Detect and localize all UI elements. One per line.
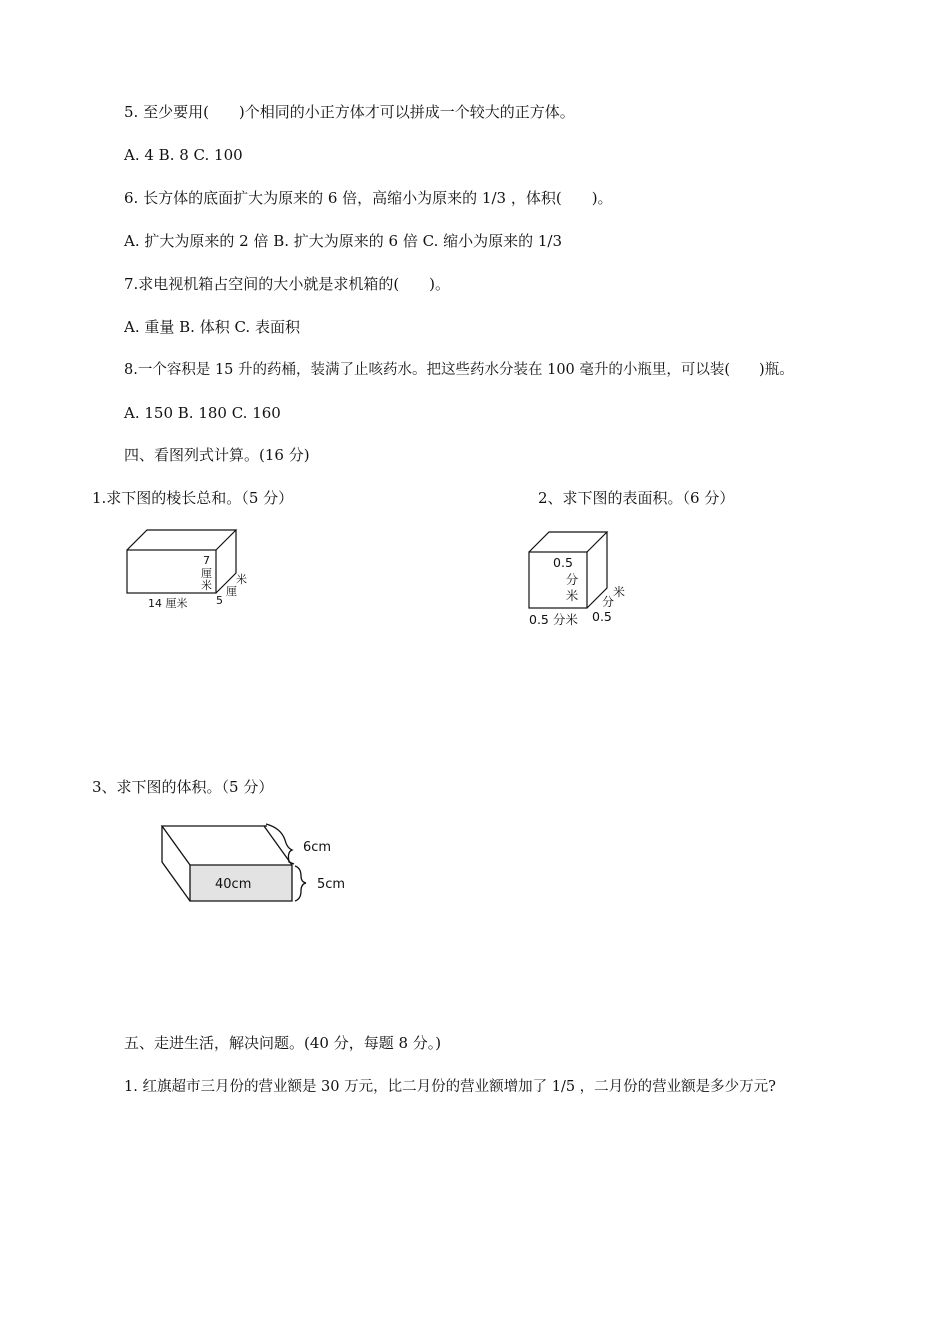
front-label: 40cm [215,877,252,892]
problem2-title: 2、求下图的表面积。（6 分） [538,489,735,507]
cuboid-figure-1 [120,525,260,620]
bottom-label: 0.5 分米 [529,612,578,627]
left-face [162,826,190,901]
top-face [162,826,292,865]
length-label: 14 厘米 [148,597,188,610]
top-label: 6cm [303,840,332,855]
cube-figure-2 [525,530,635,635]
q5-stem: 5. 至少要用( )个相同的小正方体才可以拼成一个较大的正方体。 [124,103,575,121]
width-unit-2: 米 [236,573,247,586]
height-unit-1: 厘 [201,567,212,580]
height-unit-2: 米 [565,588,579,603]
height-unit-2: 米 [201,579,212,592]
top-face [529,532,607,552]
q7-stem: 7.求电视机箱占空间的大小就是求机箱的( )。 [124,275,451,293]
q5-options: A. 4 B. 8 C. 100 [124,146,243,164]
side-label: 5cm [317,877,346,892]
section4-title: 四、看图列式计算。(16 分) [124,446,310,464]
brace-top [266,824,294,864]
height-number: 7 [203,554,210,567]
height-number: 0.5 [553,555,573,570]
q6-stem: 6. 长方体的底面扩大为原来的 6 倍，高缩小为原来的 1/3 ，体积( )。 [124,189,613,207]
problem1-title: 1.求下图的棱长总和。（5 分） [92,489,294,507]
q6-options: A. 扩大为原来的 2 倍 B. 扩大为原来的 6 倍 C. 缩小为原来的 1/3 [124,232,563,250]
section5-title: 五、走进生活，解决问题。(40 分，每题 8 分。) [124,1034,442,1052]
depth-unit-2: 米 [613,585,626,599]
brace-side [295,866,306,901]
width-unit-1: 厘 [226,585,237,598]
height-unit-1: 分 [565,572,579,587]
q8-stem: 8.一个容积是 15 升的药桶，装满了止咳药水。把这些药水分装在 100 毫升的小瓶里，可以装( )瓶。 [124,362,794,378]
q7-options: A. 重量 B. 体积 C. 表面积 [124,318,300,336]
cuboid-figure-3 [155,818,365,908]
depth-unit-1: 分 [602,595,615,609]
depth-number: 0.5 [592,609,612,624]
problem3-title: 3、求下图的体积。（5 分） [92,778,274,796]
q8-options: A. 150 B. 180 C. 160 [124,404,281,422]
width-number: 5 [216,594,223,607]
top-face [127,530,236,550]
section5-q1: 1. 红旗超市三月份的营业额是 30 万元，比二月份的营业额增加了 1/5 ，二月份的营业额是多少万元? [124,1079,776,1095]
